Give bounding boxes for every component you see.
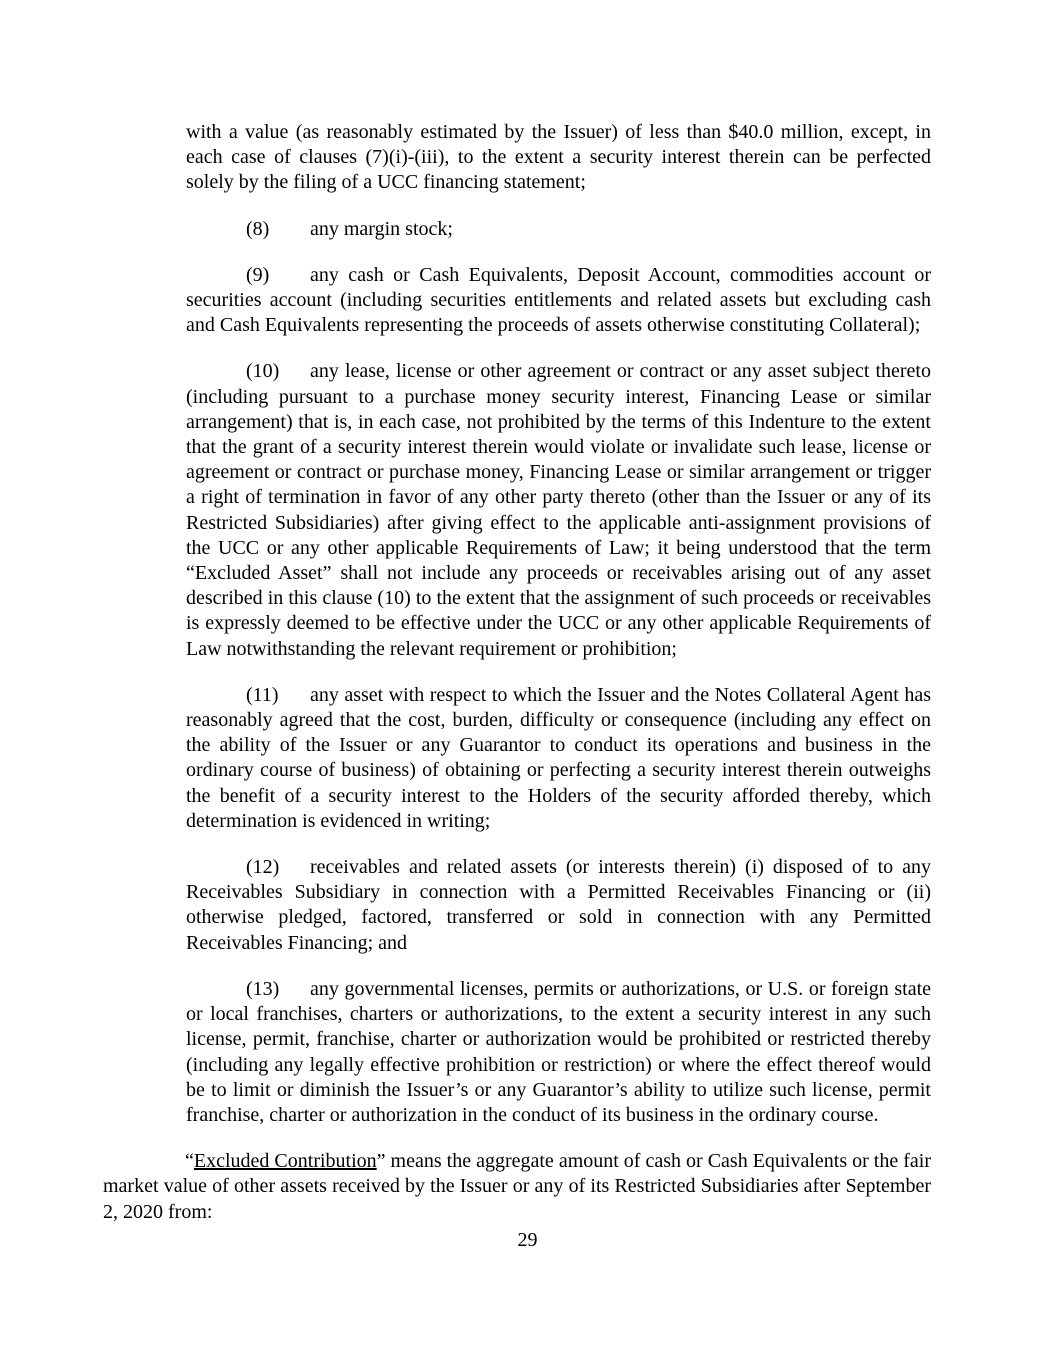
defined-term: Excluded Contribution xyxy=(193,1150,377,1173)
clause-9-paragraph xyxy=(186,263,931,339)
clause-number: (11) xyxy=(246,683,279,706)
clause-number: (8) xyxy=(246,217,270,240)
definition-text: ” means the aggregate amount of cash or Cash Equivalents or the fair market value of other assets received by the Issuer or any of its Restricted Subsidiaries after September 2, 2020 from: xyxy=(103,1150,931,1223)
excluded-contribution-definition-paragraph xyxy=(103,1149,931,1225)
paragraph-text: with a value (as reasonably estimated by the Issuer) of less than $40.0 million, except, in each case of clauses (7)(i)-(iii), to the extent a security interest therein can be perfected solely by the filing of a UCC financing statement; xyxy=(186,121,931,194)
clause-12-paragraph xyxy=(186,855,931,956)
clause-number: (13) xyxy=(246,977,280,1000)
clause-text: any margin stock; xyxy=(310,217,453,240)
clause-text: any governmental licenses, permits or authorizations, or U.S. or foreign state or local franchises, charters or authorizations, to the extent a security interest in any such license, permit, franchise, charter or authorization would be prohibited or restricted thereby (including any legally effective prohibition or restriction) or where the effect thereof would be to limit or diminish the Issuer’s or any Guarantor’s ability to utilize such license, permit franchise, charter or authorization in the conduct of its business in the ordinary course. xyxy=(186,977,931,1126)
clause-number: (10) xyxy=(246,360,280,383)
clause-number: (9) xyxy=(246,263,270,286)
clause-7-continuation-paragraph xyxy=(186,120,931,196)
clause-number: (12) xyxy=(246,856,280,879)
clause-8-paragraph xyxy=(186,217,931,242)
clause-11-paragraph xyxy=(186,683,931,834)
clause-text: any asset with respect to which the Issuer and the Notes Collateral Agent has reasonably agreed that the cost, burden, difficulty or consequence (including any effect on the ability of the Issuer or any Guarantor to conduct its operations and business in the ordinary course of business) of obtaining or perfecting a security interest therein outweighs the benefit of a security interest to the Holders of the security afforded thereby, which determination is evidenced in writing; xyxy=(186,683,931,832)
document-body xyxy=(103,120,931,1225)
clause-text: any lease, license or other agreement or contract or any asset subject thereto (including pursuant to a purchase money security interest, Financing Lease or similar arrangement) that is, in each case, not prohibited by the terms of this Indenture to the extent that the grant of a security interest therein would violate or invalidate such lease, license or agreement or contract or purchase money, Financing Lease or similar arrangement or trigger a right of termination in favor of any other party thereto (other than the Issuer or any of its Restricted Subsidiaries) after giving effect to the applicable anti-assignment provisions of the UCC or any other applicable Requirements of Law; it being understood that the term “Excluded Asset” shall not include any proceeds or receivables arising out of any asset described in this clause (10) to the extent that the assignment of such proceeds or receivables is expressly deemed to be effective under the UCC or any other applicable Requirements of Law notwithstanding the relevant requirement or prohibition; xyxy=(186,360,931,660)
page-number: 29 xyxy=(517,1229,538,1251)
clause-text: any cash or Cash Equivalents, Deposit Account, commodities account or securities account (including securities entitlements and related assets but excluding cash and Cash Equivalents representing the proceeds of assets otherwise constituting Collateral); xyxy=(186,263,931,337)
open-quote: “ xyxy=(185,1150,194,1173)
clause-10-paragraph xyxy=(186,359,931,661)
clause-text: receivables and related assets (or interests therein) (i) disposed of to any Receivables Subsidiary in connection with a Permitted Receivables Financing or (ii) otherwise pledged, factored, transferred or sold in connection with any Permitted Receivables Financing; and xyxy=(186,856,931,954)
clause-13-paragraph xyxy=(186,977,931,1128)
